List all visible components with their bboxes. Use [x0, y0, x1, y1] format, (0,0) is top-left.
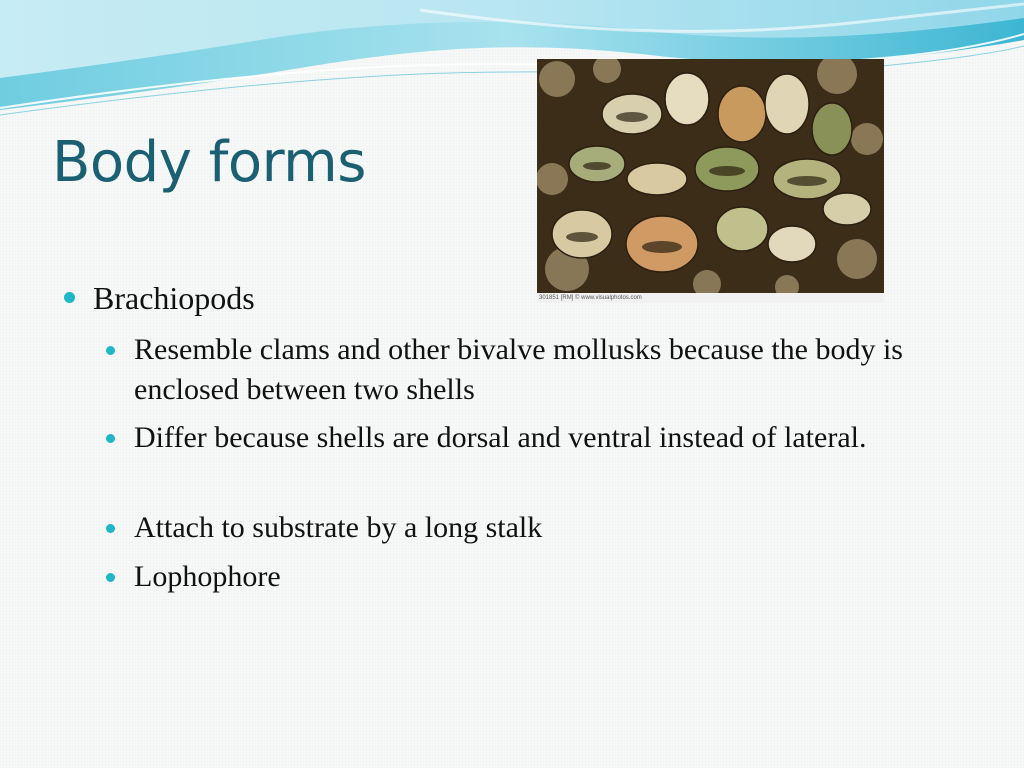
bullet-dot-icon — [64, 292, 75, 303]
slide-title: Body forms — [52, 130, 366, 195]
bullet-dot-icon — [106, 524, 115, 533]
bullet-dot-icon — [106, 573, 115, 582]
photo-credit-caption: 301851 [RM] © www.visualphotos.com — [537, 293, 884, 303]
bullet-dot-icon — [106, 346, 115, 355]
sub-bullet-text: Differ because shells are dorsal and ventral instead of lateral. — [134, 421, 867, 454]
bullet-text: Brachiopods — [93, 280, 255, 316]
sub-bullet-text: Resemble clams and other bivalve mollusks because the body is enclosed between two shells — [134, 333, 903, 406]
sub-bullet-text: Attach to substrate by a long stalk — [134, 511, 543, 544]
brachiopods-photo — [537, 59, 884, 293]
sub-bullet-text: Lophophore — [134, 560, 281, 593]
bullet-dot-icon — [106, 434, 115, 443]
